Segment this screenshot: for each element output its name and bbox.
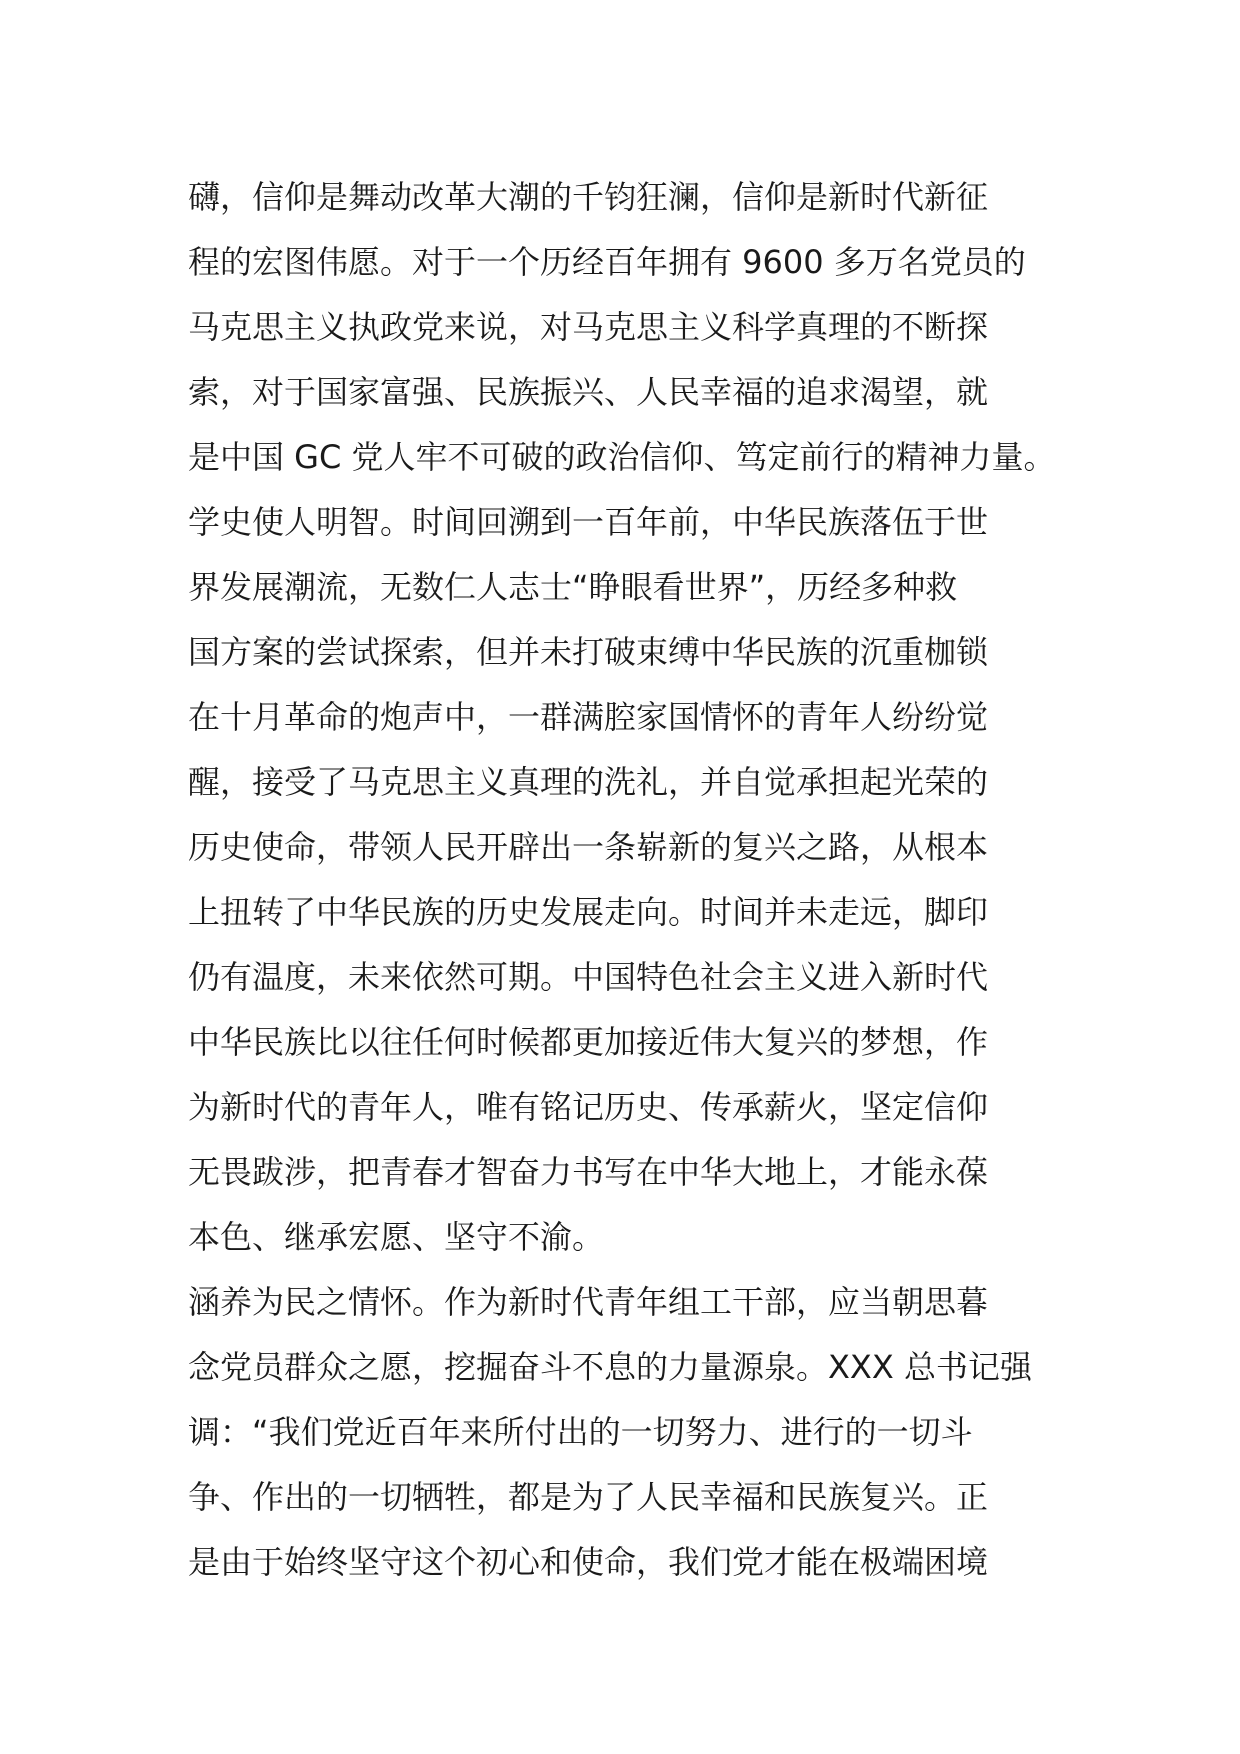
text-line: 中华民族比以往任何时候都更加接近伟大复兴的梦想，作 [188, 1023, 989, 1061]
text-line: 涵养为民之情怀。作为新时代青年组工干部，应当朝思暮 [188, 1283, 989, 1321]
text-line: 在十月革命的炮声中，一群满腔家国情怀的青年人纷纷觉 [188, 698, 989, 736]
text-line: 仍有温度，未来依然可期。中国特色社会主义进入新时代 [188, 958, 989, 996]
text-line: 马克思主义执政党来说，对马克思主义科学真理的不断探 [188, 308, 989, 346]
text-line: 念党员群众之愿，挖掘奋斗不息的力量源泉。XXX 总书记强 [188, 1348, 1032, 1386]
text-line: 是中国 GC 党人牢不可破的政治信仰、笃定前行的精神力量。 [188, 438, 1056, 476]
text-line: 醒，接受了马克思主义真理的洗礼，并自觉承担起光荣的 [188, 763, 989, 801]
text-line: 调：“我们党近百年来所付出的一切努力、进行的一切斗 [188, 1413, 973, 1451]
text-line: 程的宏图伟愿。对于一个历经百年拥有 9600 多万名党员的 [188, 243, 1026, 281]
text-line: 上扭转了中华民族的历史发展走向。时间并未走远，脚印 [188, 893, 989, 931]
body-text [188, 165, 1068, 1595]
text-line: 无畏跋涉，把青春才智奋力书写在中华大地上，才能永葆 [188, 1153, 989, 1191]
text-line: 历史使命，带领人民开辟出一条崭新的复兴之路，从根本 [188, 828, 989, 866]
text-line: 为新时代的青年人，唯有铭记历史、传承薪火，坚定信仰 [188, 1088, 989, 1126]
text-line: 国方案的尝试探索，但并未打破束缚中华民族的沉重枷锁 [188, 633, 989, 671]
text-line: 界发展潮流，无数仁人志士“睁眼看世界”，历经多种救 [188, 568, 958, 606]
text-line: 是由于始终坚守这个初心和使命，我们党才能在极端困境 [188, 1543, 989, 1581]
text-line: 礴，信仰是舞动改革大潮的千钧狂澜，信仰是新时代新征 [188, 178, 989, 216]
text-line: 索，对于国家富强、民族振兴、人民幸福的追求渴望，就 [188, 373, 989, 411]
text-line: 争、作出的一切牺牲，都是为了人民幸福和民族复兴。正 [188, 1478, 989, 1516]
text-line: 本色、继承宏愿、坚守不渝。 [188, 1218, 605, 1256]
text-line: 学史使人明智。时间回溯到一百年前，中华民族落伍于世 [188, 503, 989, 541]
